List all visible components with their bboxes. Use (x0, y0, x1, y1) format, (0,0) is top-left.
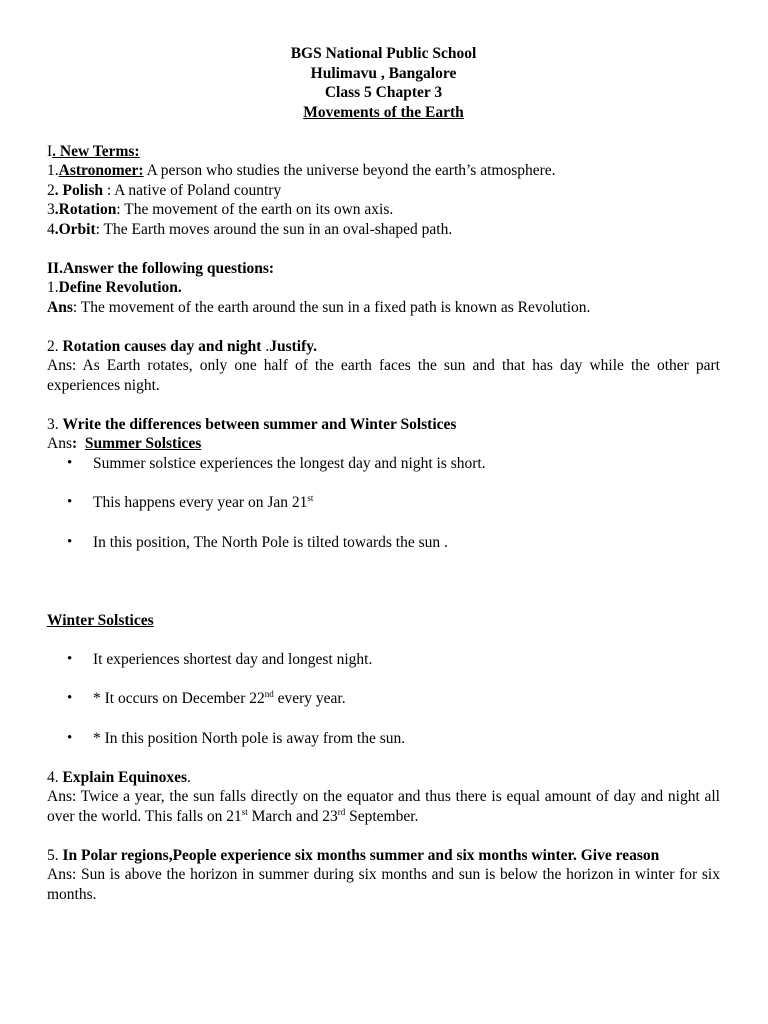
section2-heading: II.Answer the following questions: (47, 259, 275, 277)
list-item: • Summer solstice experiences the longest day and night is short. (67, 454, 486, 472)
winter-solstices-heading: Winter Solstices (47, 611, 154, 629)
list-item: • This happens every year on Jan 21st (67, 492, 314, 511)
section1-heading: I. New Terms: (47, 142, 140, 160)
list-item: • * In this position North pole is away from the sun. (67, 729, 406, 747)
question-4: 4. Explain Equinoxes. (47, 768, 191, 786)
document-page (47, 44, 720, 904)
school-location: Hulimavu , Bangalore (310, 64, 457, 82)
term-orbit: 4.Orbit: The Earth moves around the sun in an oval-shaped path. (47, 220, 453, 238)
term-rotation: 3.Rotation: The movement of the earth on its own axis. (47, 201, 394, 218)
question-3: 3. Write the differences between summer and Winter Solstices (47, 415, 457, 433)
answer-5: Ans: Sun is above the horizon in summer during six months and sun is below the horizon in winter for six months. (47, 866, 720, 903)
summer-solstice-list (47, 454, 720, 553)
summer-solstices-heading: Summer Solstices (84, 435, 202, 452)
list-item: • In this position, The North Pole is tilted towards the sun . (67, 533, 448, 551)
answer-1: Ans: The movement of the earth around the sun in a fixed path is known as Revolution. (47, 298, 591, 316)
answer-4: Ans: Twice a year, the sun falls directly on the equator and thus there is equal amount of day and night all over the world. This falls on 21st March and 23rd September. (47, 788, 720, 825)
list-item: • * It occurs on December 22nd every year. (67, 688, 346, 707)
question-5: 5. In Polar regions,People experience six months summer and six months winter. Give reason (47, 846, 660, 864)
question-1: 1.Define Revolution. (47, 279, 182, 296)
winter-solstice-list (47, 650, 720, 749)
answer-3-label: Ans: Summer Solstices (47, 435, 202, 452)
list-item: • It experiences shortest day and longest night. (67, 650, 373, 668)
document-title: Movements of the Earth (303, 103, 464, 121)
school-name: BGS National Public School (290, 45, 477, 62)
term-polish: 2. Polish : A native of Poland country (47, 181, 282, 199)
answer-2: Ans: As Earth rotates, only one half of the earth faces the sun and that has day while the other part experiences night. (47, 357, 720, 394)
class-chapter: Class 5 Chapter 3 (324, 84, 443, 101)
term-astronomer: 1.Astronomer: A person who studies the universe beyond the earth’s atmosphere. (47, 162, 556, 179)
question-2: 2. Rotation causes day and night .Justify. (47, 337, 318, 355)
